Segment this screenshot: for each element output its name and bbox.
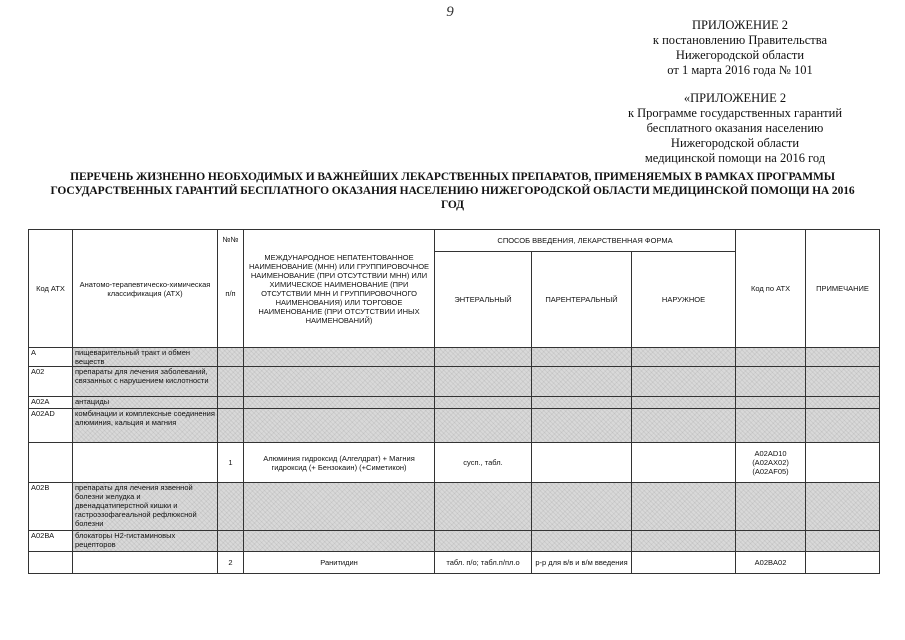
classification-cell: антациды xyxy=(73,397,218,409)
atc-code-cell: А02 xyxy=(29,367,73,397)
appendix-line: ПРИЛОЖЕНИЕ 2 xyxy=(691,18,789,32)
atc-code-cell: А02ВА xyxy=(29,531,73,552)
empty-cell xyxy=(632,409,736,443)
empty-cell xyxy=(218,483,244,531)
empty-cell xyxy=(806,483,880,531)
empty-cell xyxy=(244,348,435,367)
empty-cell xyxy=(29,552,73,574)
empty-cell xyxy=(218,348,244,367)
header-parenteral: ПАРЕНТЕРАЛЬНЫЙ xyxy=(532,252,632,348)
external-cell xyxy=(632,552,736,574)
document-heading: ПЕРЕЧЕНЬ ЖИЗНЕННО НЕОБХОДИМЫХ И ВАЖНЕЙШИХ ЛЕКАРСТВЕННЫХ ПРЕПАРАТОВ, ПРИМЕНЯЕМЫХ В РАМКАХ ПРОГРАММЫ ГОСУДАРСТВЕННЫХ ГАРАНТИЙ БЕСПЛАТНОГО ОКАЗАНИЯ НАСЕЛЕНИЮ НИЖЕГОРОДСКОЙ ОБЛАСТИ МЕДИЦИНСКОЙ ПОМОЩИ НА 2016 ГОД xyxy=(50,171,855,211)
table-row xyxy=(29,483,880,531)
header-number-bottom: п/п xyxy=(225,289,236,298)
empty-cell xyxy=(29,443,73,483)
appendix-government-resolution xyxy=(625,18,855,78)
table-row xyxy=(29,348,880,367)
parenteral-cell: р-р для в/в и в/м введения xyxy=(532,552,632,574)
empty-cell xyxy=(736,409,806,443)
header-number-top: №№ xyxy=(222,235,239,244)
empty-cell xyxy=(532,483,632,531)
enteral-cell: табл. п/о; табл.п/пл.о xyxy=(435,552,532,574)
empty-cell xyxy=(435,348,532,367)
empty-cell xyxy=(244,367,435,397)
appendix-line: медицинской помощи на 2016 год xyxy=(644,151,826,165)
empty-cell xyxy=(532,367,632,397)
empty-cell xyxy=(806,367,880,397)
appendix-line: от 1 марта 2016 года № 101 xyxy=(667,63,813,77)
header-code-atc: Код по АТХ xyxy=(736,230,806,348)
appendix-program xyxy=(605,91,865,166)
empty-cell xyxy=(532,531,632,552)
empty-cell xyxy=(736,483,806,531)
table-row xyxy=(29,367,880,397)
row-number-cell: 2 xyxy=(218,552,244,574)
classification-cell: комбинации и комплексные соединения алюминия, кальция и магния xyxy=(73,409,218,443)
header-classification: Анатомо-терапевтическо-химическая классификация (АТХ) xyxy=(73,230,218,348)
empty-cell xyxy=(632,531,736,552)
atc-code-cell: А02В xyxy=(29,483,73,531)
classification-cell: пищеварительный тракт и обмен веществ xyxy=(73,348,218,367)
empty-cell xyxy=(532,397,632,409)
header-atc-code: Код АТХ xyxy=(29,230,73,348)
classification-cell: препараты для лечения язвенной болезни желудка и двенадцатиперстной кишки и гастроэзофагеальной рефлюксной болезни xyxy=(73,483,218,531)
empty-cell xyxy=(736,531,806,552)
empty-cell xyxy=(632,483,736,531)
drug-name-cell: Алюминия гидроксид (Алгелдрат) + Магния гидроксид (+ Бензокаин) (+Симетикон) xyxy=(244,443,435,483)
atc-result-cell: A02AD10 (A02AX02) (A02AF05) xyxy=(736,443,806,483)
classification-cell: препараты для лечения заболеваний, связанных с нарушением кислотности xyxy=(73,367,218,397)
table-row xyxy=(29,552,880,574)
table-row xyxy=(29,443,880,483)
empty-cell xyxy=(532,348,632,367)
empty-cell xyxy=(806,397,880,409)
appendix-line: к постановлению Правительства xyxy=(652,33,828,47)
atc-result-cell: A02BA02 xyxy=(736,552,806,574)
empty-cell xyxy=(244,483,435,531)
table-row xyxy=(29,531,880,552)
appendix-line: Нижегородской области xyxy=(670,136,800,150)
drug-list-table xyxy=(28,229,880,574)
classification-cell: блокаторы Н2-гистаминовых рецепторов xyxy=(73,531,218,552)
empty-cell xyxy=(632,397,736,409)
empty-cell xyxy=(244,397,435,409)
empty-cell xyxy=(632,367,736,397)
appendix-line: к Программе государственных гарантий xyxy=(627,106,843,120)
empty-cell xyxy=(806,348,880,367)
empty-cell xyxy=(736,348,806,367)
header-drug-name: МЕЖДУНАРОДНОЕ НЕПАТЕНТОВАННОЕ НАИМЕНОВАНИЕ (МНН) ИЛИ ГРУППИРОВОЧНОЕ НАИМЕНОВАНИЕ (ПРИ ОТСУТСТВИИ МНН) ИЛИ ХИМИЧЕСКОЕ НАИМЕНОВАНИЕ (ПРИ ОТСУТСТВИИ МНН И ГРУППИРОВОЧНОГО НАИМЕНОВАНИЯ) ИЛИ ТОРГОВОЕ НАИМЕНОВАНИЕ (ПРИ ОТСУТСТВИИ ИНЫХ НАИМЕНОВАНИЙ) xyxy=(244,230,435,348)
row-number-cell: 1 xyxy=(218,443,244,483)
note-cell xyxy=(806,552,880,574)
empty-cell xyxy=(736,397,806,409)
table-row xyxy=(29,397,880,409)
header-enteral: ЭНТЕРАЛЬНЫЙ xyxy=(435,252,532,348)
empty-cell xyxy=(218,531,244,552)
enteral-cell: сусп., табл. xyxy=(435,443,532,483)
header-route-group: СПОСОБ ВВЕДЕНИЯ, ЛЕКАРСТВЕННАЯ ФОРМА xyxy=(435,230,736,252)
page-number: 9 xyxy=(446,4,454,20)
empty-cell xyxy=(632,348,736,367)
empty-cell xyxy=(532,409,632,443)
empty-cell xyxy=(73,443,218,483)
empty-cell xyxy=(435,531,532,552)
table-row xyxy=(29,409,880,443)
appendix-line: бесплатного оказания населению xyxy=(646,121,824,135)
appendix-line: «ПРИЛОЖЕНИЕ 2 xyxy=(683,91,787,105)
empty-cell xyxy=(73,552,218,574)
note-cell xyxy=(806,443,880,483)
empty-cell xyxy=(736,367,806,397)
parenteral-cell xyxy=(532,443,632,483)
empty-cell xyxy=(218,397,244,409)
external-cell xyxy=(632,443,736,483)
empty-cell xyxy=(435,409,532,443)
empty-cell xyxy=(244,409,435,443)
empty-cell xyxy=(806,531,880,552)
atc-code-cell: А02АD xyxy=(29,409,73,443)
empty-cell xyxy=(435,367,532,397)
empty-cell xyxy=(244,531,435,552)
empty-cell xyxy=(435,397,532,409)
empty-cell xyxy=(435,483,532,531)
atc-code-cell: А02А xyxy=(29,397,73,409)
drug-name-cell: Ранитидин xyxy=(244,552,435,574)
empty-cell xyxy=(806,409,880,443)
header-row-number xyxy=(218,230,244,348)
empty-cell xyxy=(218,367,244,397)
header-external: НАРУЖНОЕ xyxy=(632,252,736,348)
appendix-line: Нижегородской области xyxy=(675,48,805,62)
atc-code-cell: А xyxy=(29,348,73,367)
empty-cell xyxy=(218,409,244,443)
header-note: ПРИМЕЧАНИЕ xyxy=(806,230,880,348)
